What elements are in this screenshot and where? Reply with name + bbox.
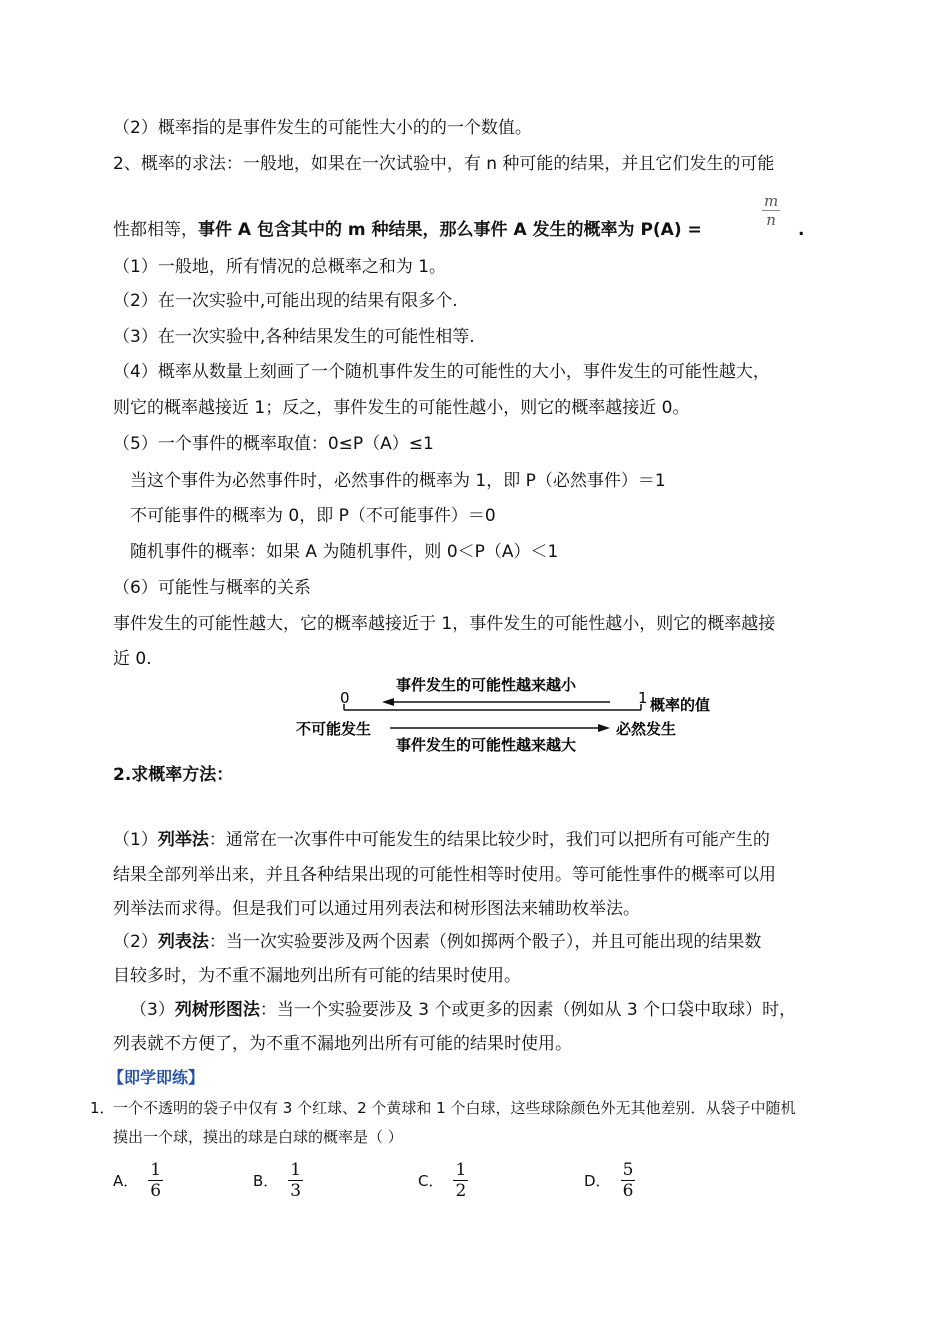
scale-axis-caption: 概率的值 bbox=[650, 696, 711, 714]
option-b[interactable] bbox=[253, 1160, 303, 1201]
option-c-numerator: 1 bbox=[455, 1160, 467, 1180]
question-1-number: 1． bbox=[90, 1099, 115, 1117]
method-1-text: ：通常在一次事件中可能发生的结果比较少时，我们可以把所有可能产生的 bbox=[208, 830, 770, 850]
scale-zero-label: 0 bbox=[340, 689, 350, 707]
method-3-text: ：当一个实验要涉及 3 个或更多的因素（例如从 3 个口袋中取球）时， bbox=[259, 1000, 797, 1020]
option-c-label: C． bbox=[418, 1172, 444, 1190]
option-b-denominator: 3 bbox=[290, 1181, 302, 1201]
methods-title: 2.求概率方法： bbox=[113, 765, 234, 785]
method-3-label: （3） bbox=[130, 1000, 175, 1020]
fraction-denominator: n bbox=[766, 211, 776, 229]
method-3-name: 列树形图法 bbox=[174, 1000, 260, 1020]
def-point-2: （2）概率指的是事件发生的可能性大小的的一个数值。 bbox=[113, 118, 532, 138]
option-c-fraction bbox=[453, 1160, 468, 1201]
conclusion-4-line-2: 则它的概率越接近 1；反之，事件发生的可能性越小，则它的概率越接近 0。 bbox=[113, 398, 690, 418]
intro-plain-text: 性都相等， bbox=[113, 220, 198, 240]
method-2-name: 列表法 bbox=[157, 932, 209, 952]
option-a-numerator: 1 bbox=[150, 1160, 162, 1180]
increasing-arrow-head bbox=[598, 724, 610, 732]
option-d-numerator: 5 bbox=[622, 1160, 634, 1180]
option-b-fraction bbox=[288, 1160, 303, 1201]
option-a[interactable] bbox=[113, 1160, 163, 1201]
method-2-line-1 bbox=[113, 930, 761, 954]
method-1-label: （1） bbox=[113, 830, 158, 850]
conclusion-6: （6）可能性与概率的关系 bbox=[113, 578, 311, 598]
method-2-text: ：当一次实验要涉及两个因素（例如掷两个骰子），并且可能出现的结果数 bbox=[208, 932, 762, 952]
method-2-label: （2） bbox=[113, 932, 158, 952]
option-d-label: D． bbox=[584, 1172, 611, 1190]
scale-top-label: 事件发生的可能性越来越小 bbox=[396, 676, 577, 694]
conclusion-5-random: 随机事件的概率：如果 A 为随机事件，则 0＜P（A）＜1 bbox=[130, 542, 559, 562]
conclusion-1: （1）一般地，所有情况的总概率之和为 1。 bbox=[113, 257, 447, 277]
option-c[interactable] bbox=[418, 1160, 468, 1201]
conclusion-5: （5）一个事件的概率取值：0≤P（A）≤1 bbox=[113, 434, 434, 454]
intro-period: . bbox=[798, 220, 805, 240]
conclusion-2: （2）在一次实验中,可能出现的结果有限多个. bbox=[113, 291, 458, 311]
method-3-line-1 bbox=[130, 998, 796, 1022]
intro-bold-text: 事件 A 包含其中的 m 种结果，那么事件 A 发生的概率为 P(A) = bbox=[198, 220, 702, 240]
conclusion-6-line-2: 近 0. bbox=[113, 649, 152, 669]
method-2-line-2: 目较多时，为不重不漏地列出所有可能的结果时使用。 bbox=[113, 966, 521, 986]
option-d[interactable] bbox=[584, 1160, 635, 1201]
option-b-numerator: 1 bbox=[290, 1160, 302, 1180]
conclusion-3: （3）在一次实验中,各种结果发生的可能性相等. bbox=[113, 327, 475, 347]
scale-right-caption: 必然发生 bbox=[616, 720, 677, 738]
probability-scale-diagram bbox=[290, 672, 730, 756]
method-1-line-2: 结果全部列举出来，并且各种结果出现的可能性相等时使用。等可能性事件的概率可以用 bbox=[113, 865, 776, 885]
scale-bottom-label: 事件发生的可能性越来越大 bbox=[396, 736, 577, 754]
option-a-denominator: 6 bbox=[150, 1181, 162, 1201]
method-1-line-3: 列举法而求得。但是我们可以通过用列表法和树形图法来辅助枚举法。 bbox=[113, 899, 640, 919]
method-3-line-2: 列表就不方便了，为不重不漏地列出所有可能的结果时使用。 bbox=[113, 1034, 572, 1054]
practice-tag: 【即学即练】 bbox=[108, 1068, 205, 1087]
option-d-fraction bbox=[621, 1160, 636, 1201]
option-b-label: B． bbox=[253, 1172, 279, 1190]
question-1-line-1: 一个不透明的袋子中仅有 3 个红球、2 个黄球和 1 个白球，这些球除颜色外无其他差别．从袋子中随机 bbox=[113, 1099, 796, 1117]
option-a-label: A． bbox=[113, 1172, 139, 1190]
method-intro-line-1: 2、概率的求法：一般地，如果在一次试验中，有 n 种可能的结果，并且它们发生的可能 bbox=[113, 154, 775, 174]
option-a-fraction bbox=[148, 1160, 163, 1201]
probability-fraction bbox=[762, 192, 780, 229]
scale-one-label: 1 bbox=[638, 689, 648, 707]
scale-left-caption: 不可能发生 bbox=[296, 720, 372, 738]
method-1-line-1 bbox=[113, 828, 770, 852]
conclusion-4-line-1: （4）概率从数量上刻画了一个随机事件发生的可能性的大小，事件发生的可能性越大， bbox=[113, 362, 770, 382]
decreasing-arrow-head bbox=[382, 698, 394, 706]
conclusion-5-impossible: 不可能事件的概率为 0，即 P（不可能事件）＝0 bbox=[130, 506, 496, 526]
fraction-numerator: m bbox=[764, 192, 779, 210]
conclusion-6-line-1: 事件发生的可能性越大，它的概率越接近于 1，事件发生的可能性越小，则它的概率越接 bbox=[113, 614, 776, 634]
method-intro-line-2 bbox=[113, 218, 702, 242]
method-1-name: 列举法 bbox=[157, 830, 209, 850]
question-1-line-2: 摸出一个球，摸出的球是白球的概率是（ ） bbox=[113, 1128, 403, 1146]
option-d-denominator: 6 bbox=[622, 1181, 634, 1201]
option-c-denominator: 2 bbox=[455, 1181, 467, 1201]
conclusion-5-certain: 当这个事件为必然事件时，必然事件的概率为 1，即 P（必然事件）＝1 bbox=[130, 471, 666, 491]
